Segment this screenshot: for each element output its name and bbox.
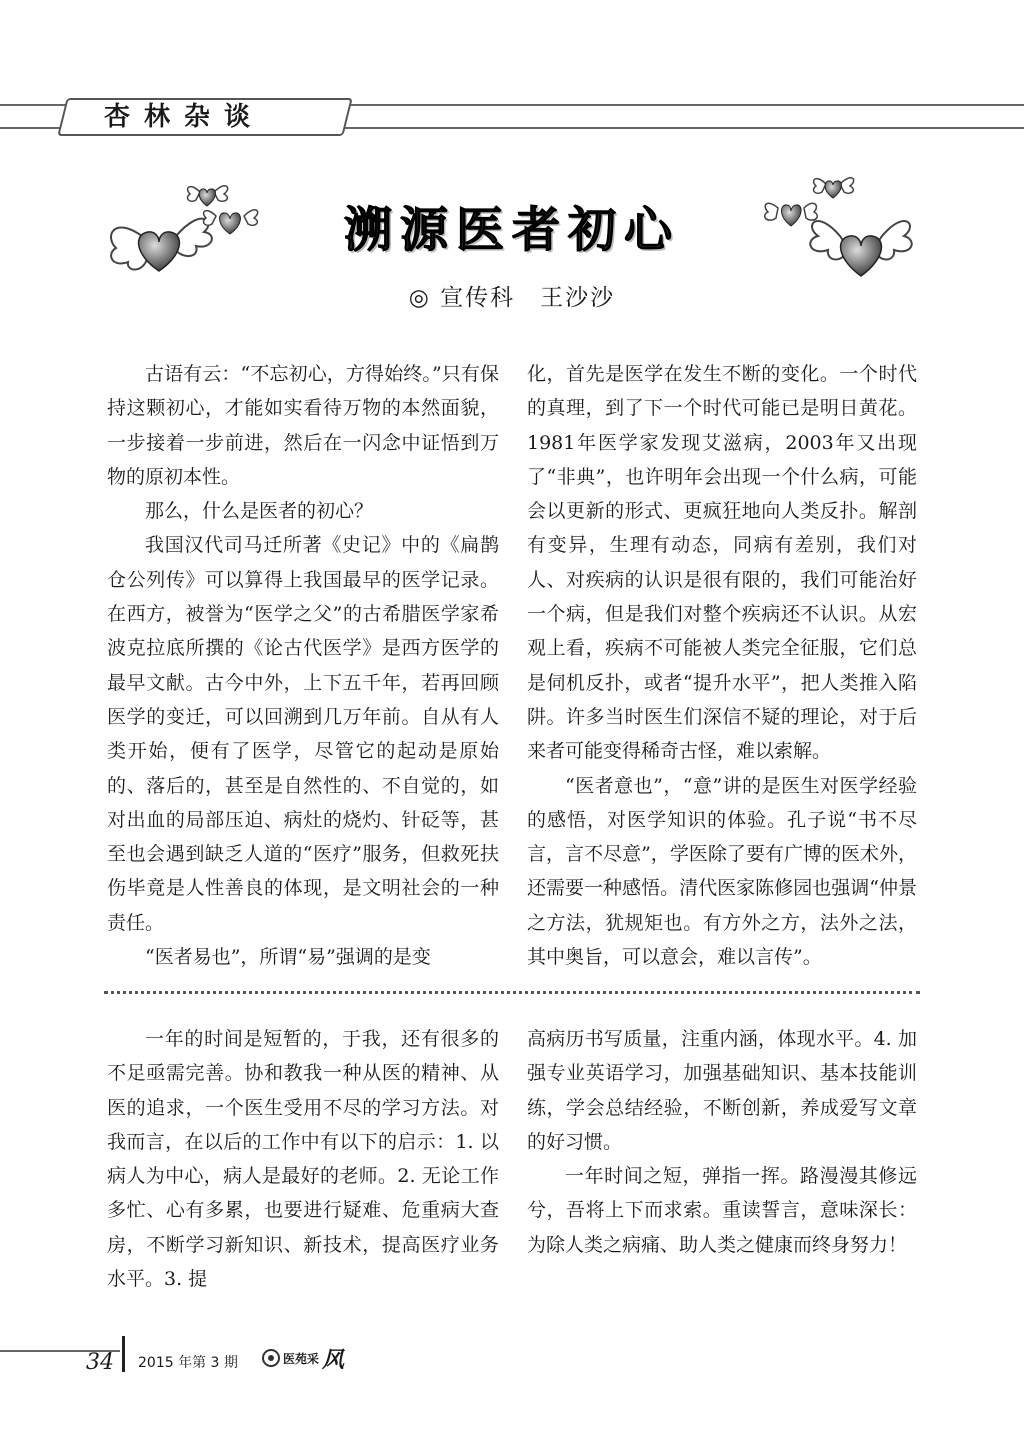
paragraph: 高病历书写质量，注重内涵，体现水平。4. 加强专业英语学习，加强基础知识、基本技能训练，学会总结经验，不断创新，养成爱写文章的好习惯。 [527, 1028, 917, 1153]
paragraph: 一年时间之短，弹指一挥。路漫漫其修远兮，吾将上下而求索。重读誓言，意味深长：为除人类之病痛、助人类之健康而终身努力！ [527, 1165, 917, 1256]
paragraph: 一年的时间是短暂的，于我，还有很多的不足亟需完善。协和教我一种从医的精神、从医的追求，一个医生受用不尽的学习方法。对我而言，在以后的工作中有以下的启示：1. 以病人为中心，病人是最好的老师。2. 无论工作多忙、心有多累，也要进行疑难、危重病大查房，不断学习新知识、新技术，提高医疗业务水平。3. 提 [107, 1028, 499, 1291]
paragraph: 古语有云：“不忘初心，方得始终。”只有保持这颗初心，才能如实看待万物的本然面貌，一步接着一步前进，然后在一闪念中证悟到万物的原初本性。 [107, 363, 499, 488]
previous-article-column-right [527, 1022, 917, 1262]
paragraph: “医者意也”，“意”讲的是医生对医学经验的感悟，对医学知识的体验。孔子说“书不尽言，言不尽意”，学医除了要有广博的医术外，还需要一种感悟。清代医家陈修园也强调“仲景之方法，犹规矩也。有方外之方，法外之法，其中奥旨，可以意会，难以言传”。 [527, 774, 917, 969]
issue-label: 2015 年第 3 期 [138, 1355, 238, 1371]
footer-separator [122, 1336, 125, 1372]
section-title: 杏林杂谈 [104, 102, 265, 132]
article-author: ◎ 宣传科 王沙沙 [408, 285, 616, 311]
page-number: 34 [86, 1350, 114, 1375]
previous-article-column-left [107, 1022, 499, 1296]
magazine-name: 医苑采 [283, 1351, 320, 1366]
magazine-logo-icon [262, 1349, 280, 1367]
magazine-script: 风 [322, 1346, 345, 1373]
paragraph: 那么，什么是医者的初心？ [145, 500, 374, 523]
article-column-right [527, 357, 917, 974]
magazine-brand [262, 1346, 358, 1373]
winged-hearts-right-icon [756, 172, 926, 282]
paragraph: 我国汉代司马迁所著《史记》中的《扁鹊仓公列传》可以算得上我国最早的医学记录。在西方，被誉为“医学之父”的古希腊医学家希波克拉底所撰的《论古代医学》是西方医学的最早文献。古今中外，上下五千年，若再回顾医学的变迁，可以回溯到几万年前。自从有人类开始，便有了医学，尽管它的起动是原始的、落后的，甚至是自然性的、不自觉的，如对出血的局部压迫、病灶的烧灼、针砭等，甚至也会遇到缺乏人道的“医疗”服务，但救死扶伤毕竟是人性善良的体现，是文明社会的一种责任。 [107, 534, 499, 934]
winged-hearts-left-icon [104, 176, 274, 286]
paragraph: 化，首先是医学在发生不断的变化。一个时代的真理，到了下一个时代可能已是明日黄花。1981年医学家发现艾滋病，2003年又出现了“非典”，也许明年会出现一个什么病，可能会以更新的形式、更疯狂地向人类反扑。解剖有变异，生理有动态，同病有差别，我们对人、对疾病的认识是很有限的，我们可能治好一个病，但是我们对整个疾病还不认识。从宏观上看，疾病不可能被人类完全征服，它们总是伺机反扑，或者“提升水平”，把人类推入陷阱。许多当时医生们深信不疑的理论，对于后来者可能变得稀奇古怪，难以索解。 [527, 363, 917, 763]
paragraph: “医者易也”，所谓“易”强调的是变 [145, 946, 431, 969]
article-title: 溯源医者初心 [343, 202, 680, 258]
dotted-divider [104, 991, 920, 994]
article-column-left [107, 357, 499, 974]
